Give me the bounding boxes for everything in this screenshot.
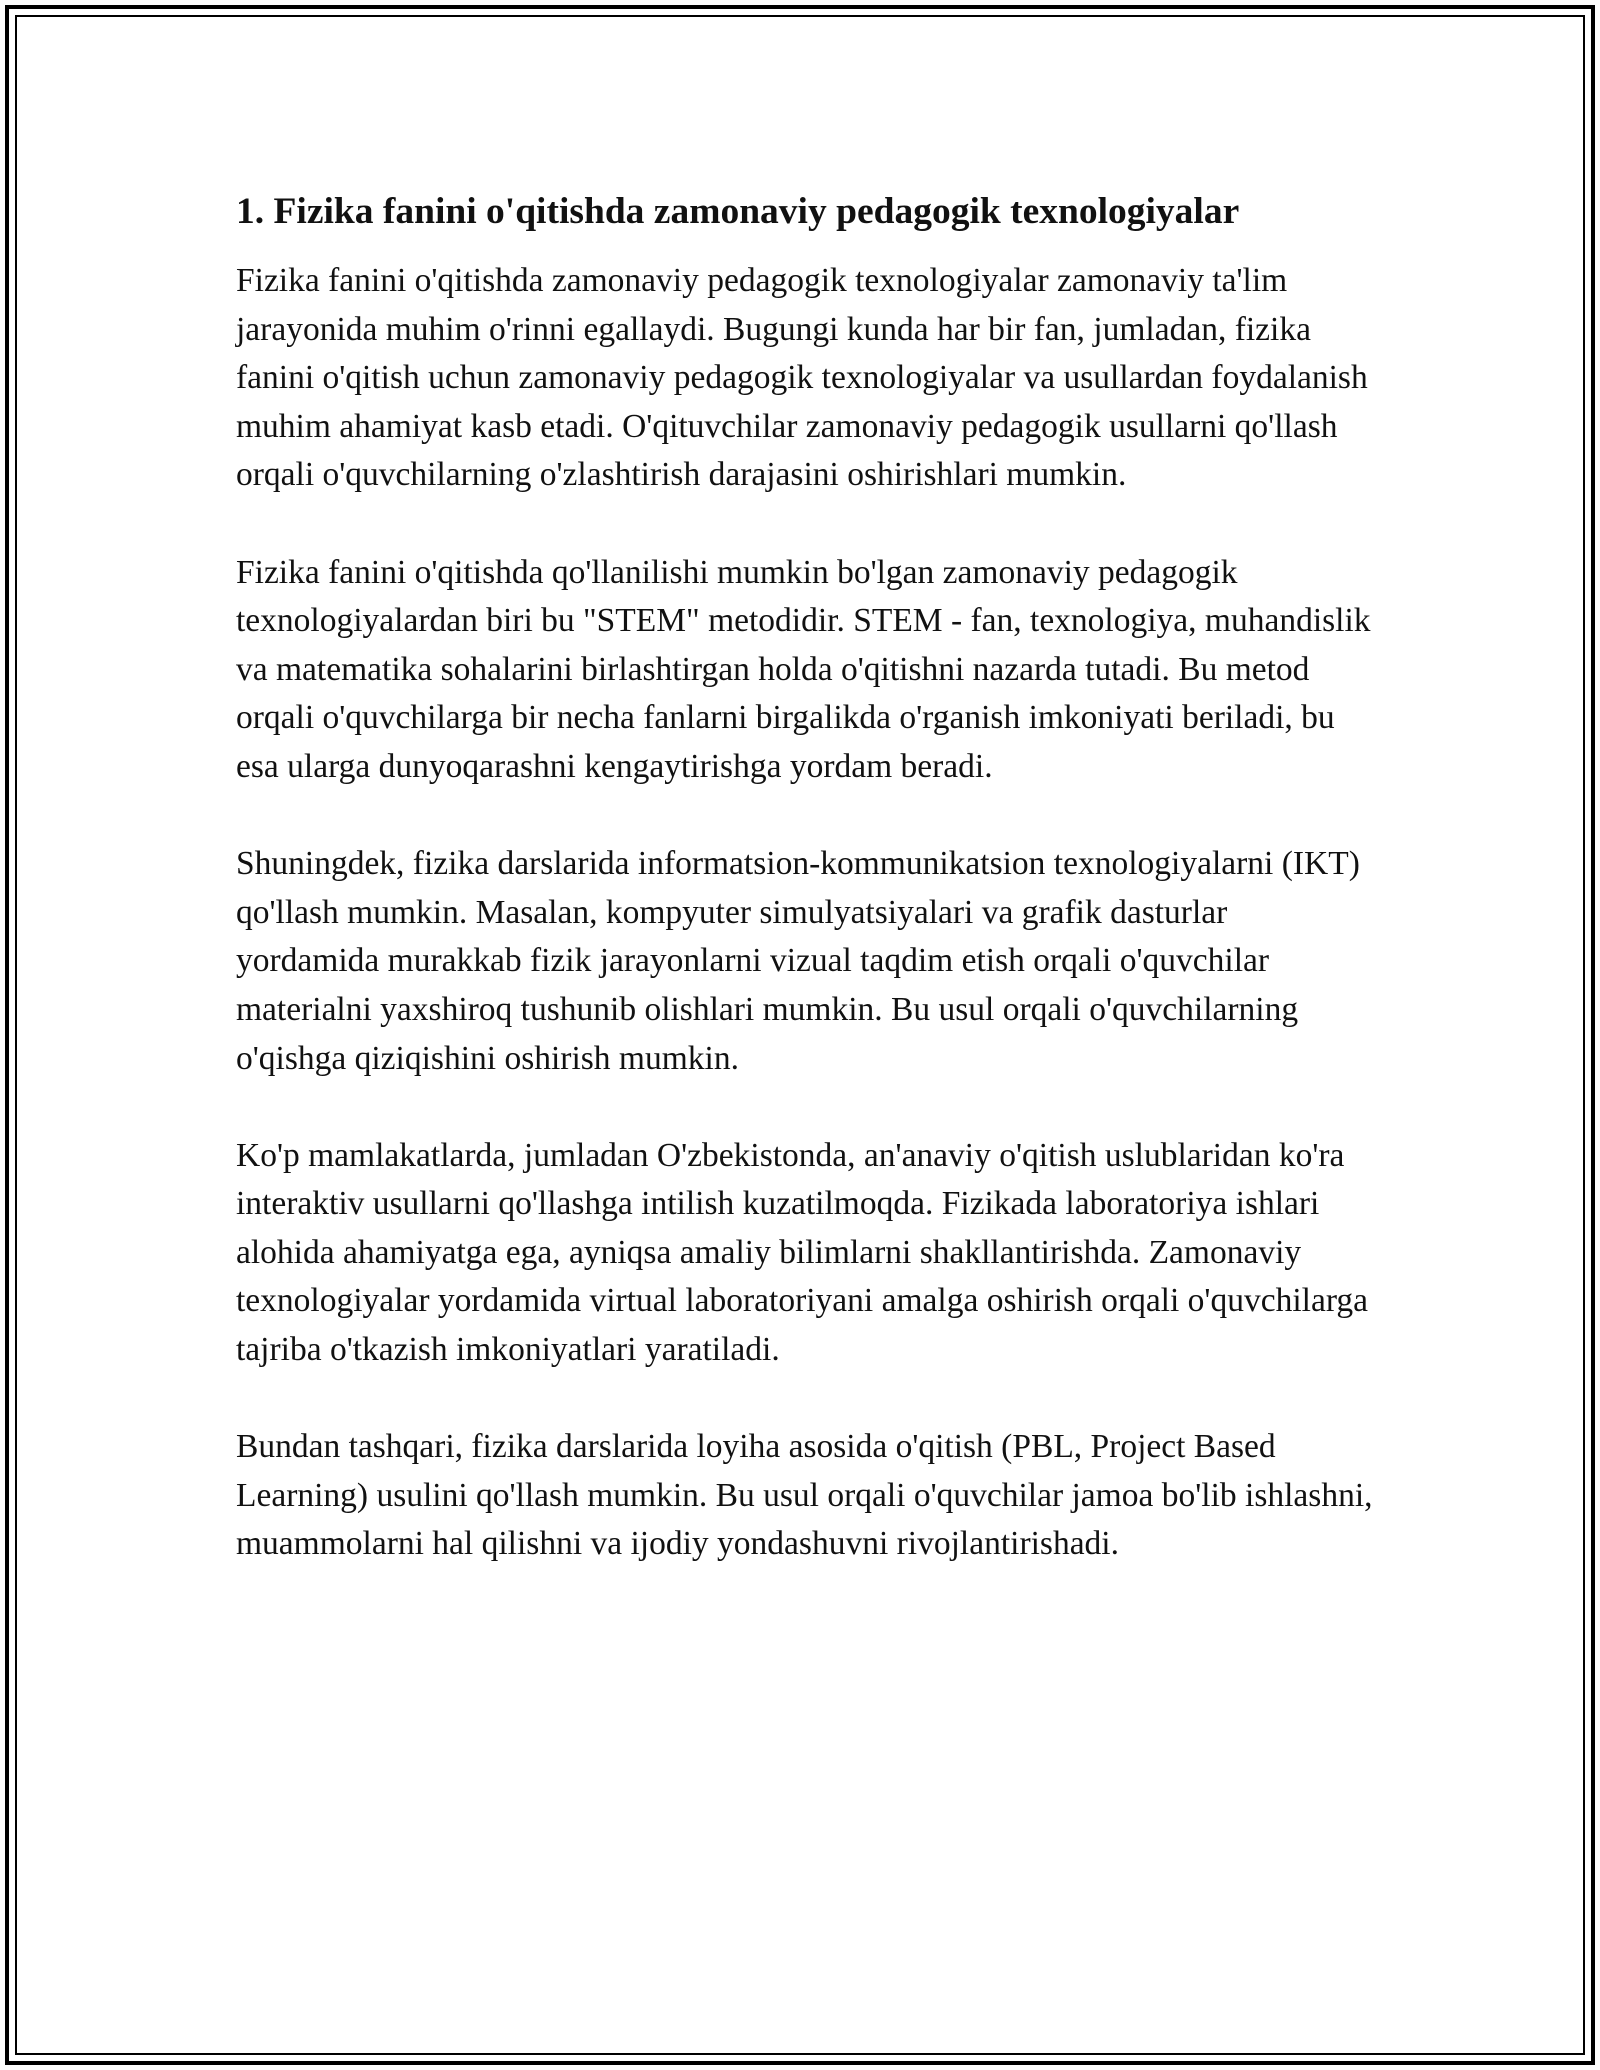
paragraph-intro: Fizika fanini o'qitishda zamonaviy pedagogik texnologiyalar zamonaviy ta'lim jarayonida muhim o'rinni egallaydi. Bugungi kunda har bir fan, jumladan, fizika fanini o'qitish uchun zamonaviy pedagogik texnologiyalar va usullardan foydalanish muhim ahamiyat kasb etadi. O'qituvchilar zamonaviy pedagogik usullarni qo'llash orqali o'quvchilarning o'zlashtirish darajasini oshirishlari mumkin. (236, 262, 1368, 494)
paragraph-interactive-methods: Ko'p mamlakatlarda, jumladan O'zbekistonda, an'anaviy o'qitish uslublaridan ko'ra interaktiv usullarni qo'llashga intilish kuzatilmoqda. Fizikada laboratoriya ishlari alohida ahamiyatga ega, ayniqsa amaliy bilimlarni shakllantirishda. Zamonaviy texnologiyalar yordamida virtual laboratoriyani amalga oshirish orqali o'quvchilarga tajriba o'tkazish imkoniyatlari yaratiladi. (236, 1136, 1368, 1369)
paragraph-stem: Fizika fanini o'qitishda qo'llanilishi mumkin bo'lgan zamonaviy pedagogik texnologiyalardan biri bu "STEM" metodidir. STEM - fan, texnologiya, muhandislik va matematika sohalarini birlashtirgan holda o'qitishni nazarda tutadi. Bu metod orqali o'quvchilarga bir necha fanlarni birgalikda o'rganish imkoniyati beriladi, bu esa ularga dunyoqarashni kengaytirishga yordam beradi. (236, 553, 1371, 785)
paragraph-pbl: Bundan tashqari, fizika darslarida loyiha asosida o'qitish (PBL, Project Based Learning) usulini qo'llash mumkin. Bu usul orqali o'quvchilar jamoa bo'lib ishlashni, muammolarni hal qilishni va ijodiy yondashuvni rivojlantirishadi. (236, 1428, 1373, 1563)
document-body (236, 186, 1376, 1618)
section-heading: 1. Fizika fanini o'qitishda zamonaviy pedagogik texnologiyalar (236, 191, 1240, 232)
paragraph-ikt: Shuningdek, fizika darslarida informatsion-kommunikatsion texnologiyalarni (IKT) qo'llash mumkin. Masalan, kompyuter simulyatsiyalari va grafik dasturlar yordamida murakkab fizik jarayonlarni vizual taqdim etish orqali o'quvchilar materialni yaxshiroq tushunib olishlari mumkin. Bu usul orqali o'quvchilarning o'qishga qiziqishini oshirish mumkin. (236, 845, 1360, 1077)
